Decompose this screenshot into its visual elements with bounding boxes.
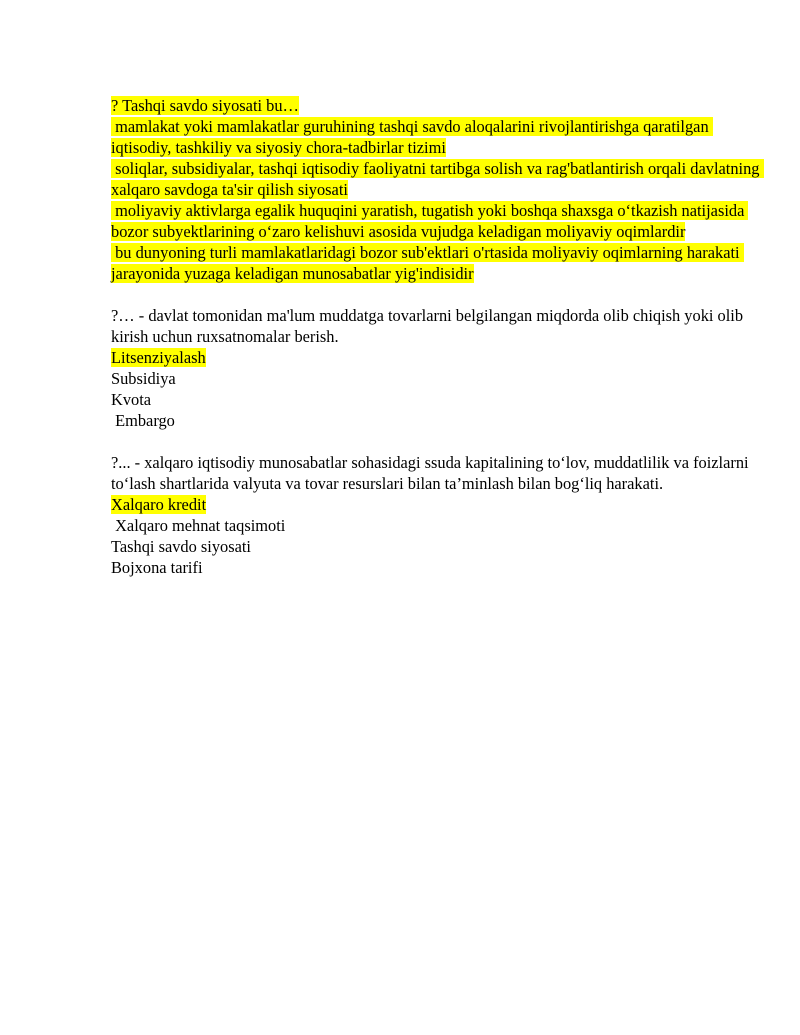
answer-option-text: mamlakat yoki mamlakatlar guruhining tashqi savdo aloqalarini rivojlantirishga qaratilgan iqtisodiy, tashkiliy va siyosiy chora-tadbirlar tizimi [111,117,713,157]
question-1 [111,95,771,284]
answer-option-text: bu dunyoning turli mamlakatlaridagi bozor sub'ektlari o'rtasida moliyaviy oqimlarning harakati jarayonida yuzaga keladigan munosabatlar yig'indisidir [111,243,744,283]
paragraph-spacer [111,284,771,305]
question-prompt: ?… - davlat tomonidan ma'lum muddatga tovarlarni belgilangan miqdorda olib chiqish yoki olib kirish uchun ruxsatnomalar berish. [111,306,748,346]
answer-option: Bojxona tarifi [111,558,203,577]
answer-option-text: Litsenziyalash [111,348,206,367]
answer-option [111,200,771,242]
question-2 [111,305,771,431]
answer-option: Tashqi savdo siyosati [111,537,251,556]
question-prompt-text: ? Tashqi savdo siyosati bu… [111,96,299,115]
answer-option-correct [111,347,771,368]
question-prompt [111,95,771,116]
answer-option-text: soliqlar, subsidiyalar, tashqi iqtisodiy faoliyatni tartibga solish va rag'batlantirish orqali davlatning xalqaro savdoga ta'sir qilish siyosati [111,159,764,199]
answer-option-correct [111,494,771,515]
answer-option-text: Xalqaro kredit [111,495,207,514]
answer-option [111,116,771,158]
question-prompt: ?... - xalqaro iqtisodiy munosabatlar sohasidagi ssuda kapitalining to‘lov, muddatlilik va foizlarni to‘lash shartlarida valyuta va tovar resurslari bilan ta’minlash bilan bog‘liq harakati. [111,453,753,493]
answer-option [111,158,771,200]
answer-option: Embargo [111,411,175,430]
answer-option: Kvota [111,390,152,409]
paragraph-spacer [111,431,771,452]
document-body [111,95,771,578]
answer-option [111,242,771,284]
answer-option: Subsidiya [111,369,176,388]
answer-option-text: moliyaviy aktivlarga egalik huquqini yaratish, tugatish yoki boshqa shaxsga o‘tkazish natijasida bozor subyektlarining o‘zaro kelishuvi asosida vujudga keladigan moliyaviy oqimlardir [111,201,749,241]
answer-option: Xalqaro mehnat taqsimoti [111,516,286,535]
question-3 [111,452,771,578]
